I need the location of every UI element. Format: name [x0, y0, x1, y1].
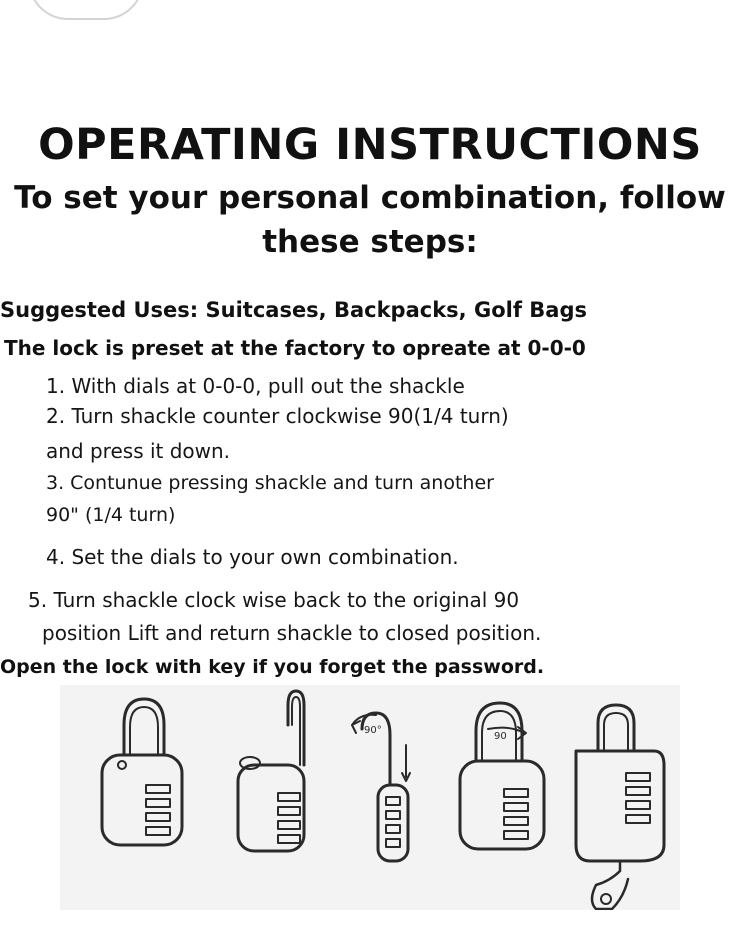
- preset-note: The lock is preset at the factory to opreate at 0-0-0: [4, 336, 586, 360]
- step-3-line-2: 90" (1/4 turn): [46, 504, 176, 526]
- illus-label-1: 90°: [364, 725, 382, 736]
- page-subtitle: To set your personal combination, follow these steps:: [14, 180, 726, 260]
- step-2-line-1: 2. Turn shackle counter clockwise 90(1/4 turn): [46, 404, 509, 428]
- step-2-line-2: and press it down.: [46, 439, 231, 463]
- step-1: 1. With dials at 0-0-0, pull out the shackle: [46, 374, 465, 398]
- page-title: OPERATING INSTRUCTIONS: [38, 120, 702, 170]
- step-5-line-1: 5. Turn shackle clock wise back to the original 90: [28, 588, 520, 612]
- top-decoration: [28, 0, 144, 20]
- lock-with-key-icon: [576, 705, 664, 909]
- step-3-line-1: 3. Contunue pressing shackle and turn another: [46, 472, 494, 494]
- lock-rotated-icon: [352, 713, 410, 861]
- key-note: Open the lock with key if you forget the password.: [0, 656, 545, 678]
- lock-closed-icon: [102, 699, 182, 845]
- illus-label-2: 90: [494, 731, 507, 742]
- suggested-uses: Suggested Uses: Suitcases, Backpacks, Golf Bags: [0, 298, 587, 322]
- lock-return-icon: [460, 703, 544, 849]
- step-4: 4. Set the dials to your own combination.: [46, 545, 459, 569]
- lock-shackle-out-icon: [238, 691, 304, 851]
- step-5-line-2: position Lift and return shackle to closed position.: [42, 621, 542, 645]
- lock-illustration: [60, 685, 680, 910]
